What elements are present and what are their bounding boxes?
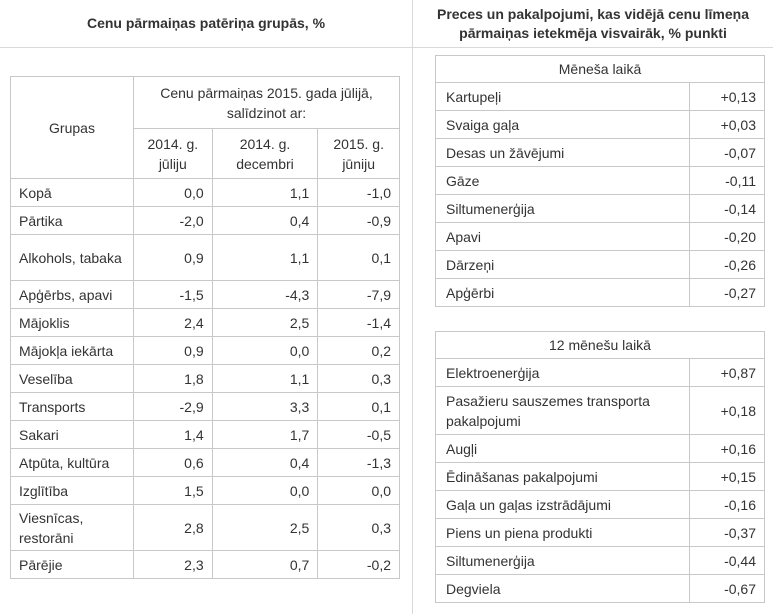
column-header: 2014. g. jūliju bbox=[134, 129, 213, 179]
table-row bbox=[436, 359, 765, 387]
item-label: Gāze bbox=[436, 167, 690, 195]
item-label: Gaļa un gaļas izstrādājumi bbox=[436, 491, 690, 519]
price-change-value: 2,4 bbox=[134, 309, 213, 337]
table-row bbox=[11, 421, 400, 449]
group-label: Veselība bbox=[11, 365, 134, 393]
item-label: Elektroenerģija bbox=[436, 359, 690, 387]
item-label: Piens un piena produkti bbox=[436, 519, 690, 547]
group-header: Grupas bbox=[11, 77, 134, 179]
item-value: -0,16 bbox=[690, 491, 765, 519]
table-row bbox=[11, 235, 400, 281]
table-row bbox=[436, 251, 765, 279]
group-label: Kopā bbox=[11, 179, 134, 207]
monthly-table bbox=[435, 55, 765, 307]
item-label: Dārzeņi bbox=[436, 251, 690, 279]
item-value: +0,18 bbox=[690, 387, 765, 435]
price-change-value: 0,3 bbox=[318, 365, 400, 393]
table-row bbox=[11, 505, 400, 551]
table-row bbox=[436, 167, 765, 195]
price-change-value: 0,4 bbox=[212, 449, 318, 477]
table-row bbox=[436, 519, 765, 547]
table-row bbox=[436, 223, 765, 251]
price-change-value: -2,0 bbox=[134, 207, 213, 235]
item-value: +0,13 bbox=[690, 83, 765, 111]
table-row bbox=[436, 491, 765, 519]
price-change-value: 1,5 bbox=[134, 477, 213, 505]
item-label: Siltumenerģija bbox=[436, 547, 690, 575]
left-panel-title: Cenu pārmaiņas patēriņa grupās, % bbox=[0, 0, 412, 48]
price-change-value: 0,9 bbox=[134, 235, 213, 281]
price-change-value: 2,5 bbox=[212, 309, 318, 337]
table-row bbox=[436, 139, 765, 167]
table-row bbox=[436, 279, 765, 307]
item-label: Augļi bbox=[436, 435, 690, 463]
item-label: Siltumenerģija bbox=[436, 195, 690, 223]
item-value: -0,07 bbox=[690, 139, 765, 167]
table-row bbox=[11, 207, 400, 235]
item-label: Desas un žāvējumi bbox=[436, 139, 690, 167]
price-change-value: 0,7 bbox=[212, 551, 318, 579]
price-change-value: 1,4 bbox=[134, 421, 213, 449]
price-change-value: -0,2 bbox=[318, 551, 400, 579]
price-change-value: 0,0 bbox=[212, 477, 318, 505]
item-value: -0,11 bbox=[690, 167, 765, 195]
group-label: Pārtika bbox=[11, 207, 134, 235]
price-change-value: -0,5 bbox=[318, 421, 400, 449]
price-change-value: 2,5 bbox=[212, 505, 318, 551]
price-change-value: 0,6 bbox=[134, 449, 213, 477]
table-row bbox=[11, 449, 400, 477]
table-row bbox=[436, 111, 765, 139]
table-row bbox=[436, 83, 765, 111]
table-row bbox=[436, 195, 765, 223]
column-header: 2015. g. jūniju bbox=[318, 129, 400, 179]
table-row bbox=[436, 387, 765, 435]
right-panel bbox=[413, 0, 773, 614]
price-change-value: 1,7 bbox=[212, 421, 318, 449]
price-change-value: 0,0 bbox=[212, 337, 318, 365]
table-row bbox=[436, 575, 765, 603]
price-change-value: 2,8 bbox=[134, 505, 213, 551]
price-change-table bbox=[10, 76, 400, 579]
table-row bbox=[11, 393, 400, 421]
price-change-value: 3,3 bbox=[212, 393, 318, 421]
item-label: Kartupeļi bbox=[436, 83, 690, 111]
price-change-value: 1,1 bbox=[212, 179, 318, 207]
price-change-value: 1,1 bbox=[212, 235, 318, 281]
price-change-value: 0,4 bbox=[212, 207, 318, 235]
group-label: Mājoklis bbox=[11, 309, 134, 337]
price-change-value: 0,1 bbox=[318, 393, 400, 421]
item-value: +0,16 bbox=[690, 435, 765, 463]
item-label: Apavi bbox=[436, 223, 690, 251]
price-change-value: -1,4 bbox=[318, 309, 400, 337]
price-change-value: 0,1 bbox=[318, 235, 400, 281]
group-label: Apģērbs, apavi bbox=[11, 281, 134, 309]
column-header: 2014. g. decembri bbox=[212, 129, 318, 179]
price-change-value: 0,9 bbox=[134, 337, 213, 365]
item-label: Apģērbi bbox=[436, 279, 690, 307]
comparison-header: Cenu pārmaiņas 2015. gada jūlijā, salīdzinot ar: bbox=[134, 77, 400, 129]
price-change-value: 2,3 bbox=[134, 551, 213, 579]
item-label: Ēdināšanas pakalpojumi bbox=[436, 463, 690, 491]
group-label: Mājokļa iekārta bbox=[11, 337, 134, 365]
item-value: -0,26 bbox=[690, 251, 765, 279]
table-row bbox=[436, 463, 765, 491]
right-panel-title: Preces un pakalpojumi, kas vidējā cenu līmeņa pārmaiņas ietekmēja visvairāk, % punkti bbox=[413, 0, 773, 48]
item-value: -0,44 bbox=[690, 547, 765, 575]
price-change-value: -4,3 bbox=[212, 281, 318, 309]
monthly-header: Mēneša laikā bbox=[436, 56, 765, 83]
item-value: +0,03 bbox=[690, 111, 765, 139]
price-change-value: 1,8 bbox=[134, 365, 213, 393]
item-value: -0,37 bbox=[690, 519, 765, 547]
item-value: -0,20 bbox=[690, 223, 765, 251]
group-label: Transports bbox=[11, 393, 134, 421]
price-change-value: 0,3 bbox=[318, 505, 400, 551]
group-label: Sakari bbox=[11, 421, 134, 449]
price-change-value: -1,0 bbox=[318, 179, 400, 207]
price-change-value: 1,1 bbox=[212, 365, 318, 393]
group-label: Atpūta, kultūra bbox=[11, 449, 134, 477]
item-value: -0,67 bbox=[690, 575, 765, 603]
group-label: Viesnīcas, restorāni bbox=[11, 505, 134, 551]
item-value: -0,27 bbox=[690, 279, 765, 307]
item-label: Pasažieru sauszemes transporta pakalpojumi bbox=[436, 387, 690, 435]
price-change-value: 0,2 bbox=[318, 337, 400, 365]
price-change-value: -2,9 bbox=[134, 393, 213, 421]
item-label: Degviela bbox=[436, 575, 690, 603]
item-label: Svaiga gaļa bbox=[436, 111, 690, 139]
price-change-value: -0,9 bbox=[318, 207, 400, 235]
price-change-value: -1,5 bbox=[134, 281, 213, 309]
item-value: +0,87 bbox=[690, 359, 765, 387]
table-row bbox=[436, 547, 765, 575]
table-row bbox=[11, 281, 400, 309]
price-change-value: -7,9 bbox=[318, 281, 400, 309]
item-value: +0,15 bbox=[690, 463, 765, 491]
table-row bbox=[11, 551, 400, 579]
table-row bbox=[11, 179, 400, 207]
table-row bbox=[11, 365, 400, 393]
price-change-value: 0,0 bbox=[318, 477, 400, 505]
group-label: Pārējie bbox=[11, 551, 134, 579]
price-change-value: -1,3 bbox=[318, 449, 400, 477]
group-label: Izglītība bbox=[11, 477, 134, 505]
item-value: -0,14 bbox=[690, 195, 765, 223]
table-row bbox=[436, 435, 765, 463]
table-row bbox=[11, 309, 400, 337]
yearly-header: 12 mēnešu laikā bbox=[436, 332, 765, 359]
table-row bbox=[11, 477, 400, 505]
price-change-value: 0,0 bbox=[134, 179, 213, 207]
yearly-table bbox=[435, 331, 765, 603]
group-label: Alkohols, tabaka bbox=[11, 235, 134, 281]
table-row bbox=[11, 337, 400, 365]
